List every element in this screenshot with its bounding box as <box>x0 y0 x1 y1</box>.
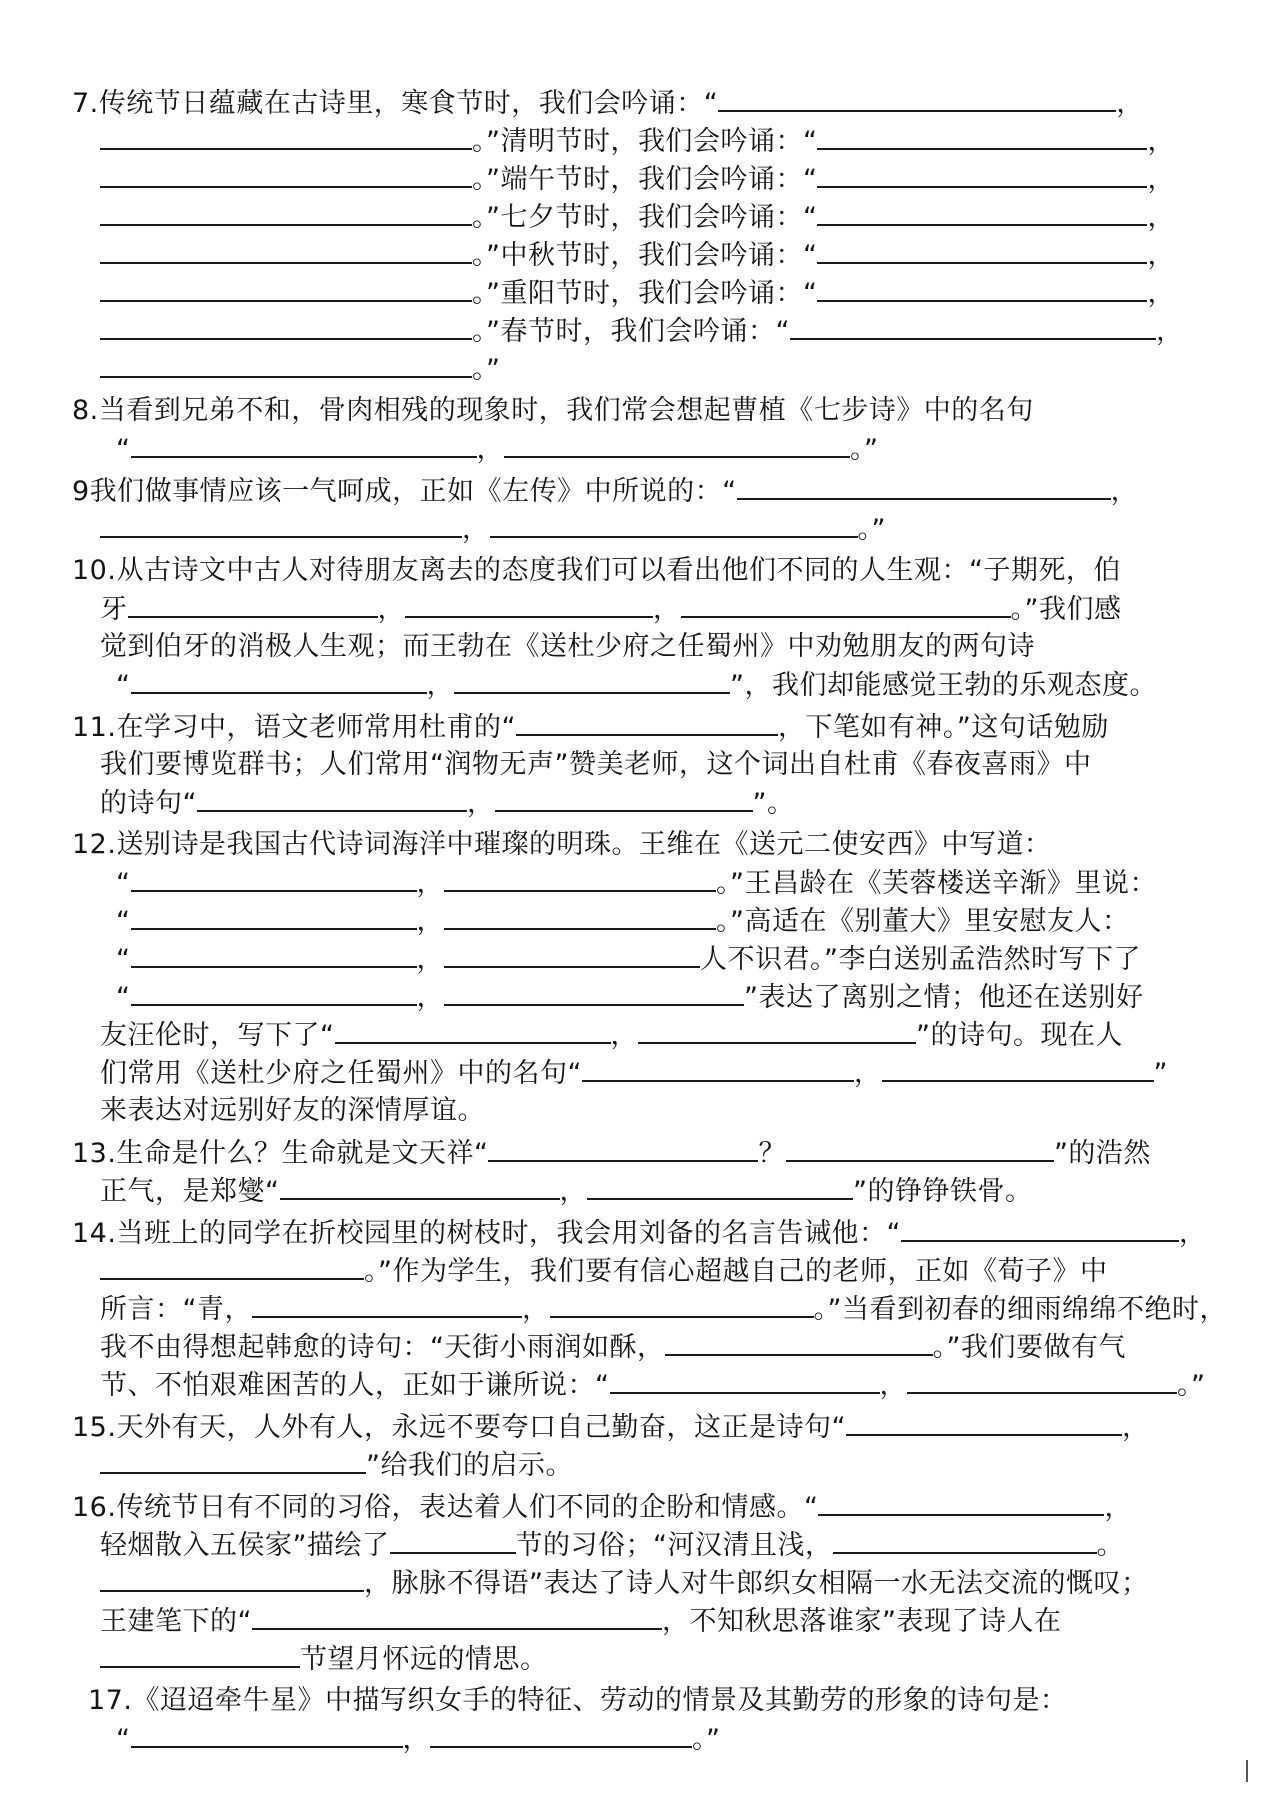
answer-blank[interactable] <box>128 590 378 618</box>
answer-blank[interactable] <box>638 1016 916 1044</box>
answer-blank[interactable] <box>100 1446 366 1474</box>
answer-blank[interactable] <box>817 160 1147 188</box>
answer-blank[interactable] <box>100 274 472 302</box>
question-line <box>72 552 1121 590</box>
question-text: 。”当看到初春的细雨绵绵不绝时， <box>813 1294 1227 1325</box>
answer-blank[interactable] <box>718 84 1116 112</box>
question-text: ” <box>1153 1058 1168 1089</box>
question-text: 王建笔下的“ <box>100 1606 252 1637</box>
answer-blank[interactable] <box>665 1328 933 1356</box>
answer-blank[interactable] <box>587 1172 853 1200</box>
question-line <box>72 84 1144 123</box>
question-line <box>116 978 1144 1017</box>
question-text: ”，我们却能感觉王勃的乐观态度。 <box>730 670 1157 701</box>
question-line <box>116 902 1130 941</box>
question-text: “ <box>116 868 131 899</box>
question-text: ？ <box>758 1138 786 1169</box>
question-line <box>100 1640 548 1679</box>
question-text: 15.天外有天，人外有人，永远不要夸口自己勤奋，这正是诗句“ <box>72 1412 846 1443</box>
answer-blank[interactable] <box>817 198 1147 226</box>
answer-blank[interactable] <box>100 198 472 226</box>
question-line <box>116 864 1157 903</box>
question-line <box>116 430 879 469</box>
question-text: ， <box>467 788 495 819</box>
question-text: 正气，是郑燮“ <box>100 1176 280 1207</box>
question-text: ， <box>416 982 444 1013</box>
question-text: 。” <box>850 434 879 465</box>
question-line <box>72 1214 1206 1253</box>
answer-blank[interactable] <box>197 784 467 812</box>
question-text: ”给我们的启示。 <box>366 1450 573 1481</box>
question-text: ， <box>416 906 444 937</box>
answer-blank[interactable] <box>882 1054 1154 1082</box>
answer-blank[interactable] <box>444 864 716 892</box>
question-line <box>100 1016 1123 1055</box>
question-text: 节望月怀远的情思。 <box>300 1644 548 1675</box>
question-line <box>100 1252 1108 1291</box>
question-text: ，下笔如有神。”这句话勉励 <box>777 712 1109 743</box>
answer-blank[interactable] <box>516 708 778 736</box>
answer-blank[interactable] <box>444 978 744 1006</box>
question-text: 牙 <box>100 594 128 625</box>
answer-blank[interactable] <box>846 1408 1122 1436</box>
question-text: “ <box>116 434 131 465</box>
answer-blank[interactable] <box>100 1564 364 1592</box>
question-text: ”表达了离别之情；他还在送别好 <box>744 982 1144 1013</box>
question-text: ， <box>610 1020 638 1051</box>
question-text: 。” <box>1177 1370 1206 1401</box>
question-text: 。 <box>1096 1530 1124 1561</box>
question-text: 。”清明节时，我们会吟诵：“ <box>472 126 818 157</box>
answer-blank[interactable] <box>100 160 472 188</box>
question-line <box>116 940 1141 979</box>
question-line <box>100 274 1175 313</box>
question-line <box>100 1328 1126 1367</box>
question-text: ， <box>653 594 681 625</box>
question-line <box>100 312 1183 351</box>
question-text: “ <box>116 944 131 975</box>
question-text: 。”我们感 <box>1010 594 1122 625</box>
question-line <box>100 1366 1206 1405</box>
question-line <box>72 826 1051 864</box>
question-text: ， <box>377 594 405 625</box>
question-line <box>100 350 501 389</box>
answer-blank[interactable] <box>100 236 472 264</box>
question-text: 。”春节时，我们会吟诵：“ <box>472 316 790 347</box>
question-text: ， <box>1104 1492 1132 1523</box>
question-text: ，脉脉不得语”表达了诗人对牛郎织女相隔一水无法交流的慨叹； <box>364 1568 1149 1599</box>
answer-blank[interactable] <box>550 1290 814 1318</box>
answer-blank[interactable] <box>335 1016 611 1044</box>
question-text: 友汪伦时，写下了“ <box>100 1020 335 1051</box>
answer-blank[interactable] <box>131 978 417 1006</box>
question-text: ， <box>879 1370 907 1401</box>
answer-blank[interactable] <box>817 274 1147 302</box>
question-text: 。”王昌龄在《芙蓉楼送辛渐》里说： <box>716 868 1157 899</box>
question-line <box>100 1602 1062 1641</box>
question-text: ， <box>522 1294 550 1325</box>
question-line <box>100 1172 1033 1211</box>
question-text: 觉到伯牙的消极人生观；而王勃在《送杜少府之任蜀州》中劝勉朋友的两句诗 <box>100 631 1035 662</box>
question-line <box>100 510 886 549</box>
answer-blank[interactable] <box>131 666 427 694</box>
question-text: ，不知秋思落谁家”表现了诗人在 <box>662 1606 1062 1637</box>
answer-blank[interactable] <box>495 784 753 812</box>
question-text: 轻烟散入五侯家”描绘了 <box>100 1530 390 1561</box>
question-text: ， <box>462 514 490 545</box>
question-line <box>100 1290 1227 1329</box>
question-text: 14.当班上的同学在折校园里的树枝时，我会用刘备的名言告诫他：“ <box>72 1218 901 1249</box>
question-line <box>72 1134 1151 1173</box>
answer-blank[interactable] <box>901 1214 1179 1242</box>
question-text: 人不识君。”李白送别孟浩然时写下了 <box>700 944 1141 975</box>
question-text: ， <box>402 1724 430 1755</box>
question-text: ”的诗句。现在人 <box>916 1020 1123 1051</box>
question-line <box>100 198 1175 237</box>
answer-blank[interactable] <box>100 510 462 538</box>
question-text: 们常用《送杜少府之任蜀州》中的名句“ <box>100 1058 582 1089</box>
question-text: ， <box>1147 164 1175 195</box>
question-text: 。”中秋节时，我们会吟诵：“ <box>472 240 818 271</box>
question-text: 。” <box>472 354 501 385</box>
answer-blank[interactable] <box>131 864 417 892</box>
answer-blank[interactable] <box>490 510 858 538</box>
answer-blank[interactable] <box>444 902 716 930</box>
question-text: 。”高适在《别董大》里安慰友人： <box>716 906 1130 937</box>
question-text: ， <box>1116 88 1144 119</box>
answer-blank[interactable] <box>817 122 1147 150</box>
question-text: “ <box>116 670 131 701</box>
question-text: 来表达对远别好友的深情厚谊。 <box>100 1095 485 1126</box>
question-text: ”的浩然 <box>1053 1138 1151 1169</box>
answer-blank[interactable] <box>131 1720 403 1748</box>
answer-blank[interactable] <box>833 1526 1097 1554</box>
question-text: 13.生命是什么？生命就是文天祥“ <box>72 1138 489 1169</box>
answer-blank[interactable] <box>100 312 472 340</box>
answer-blank[interactable] <box>817 236 1147 264</box>
answer-blank[interactable] <box>818 1488 1104 1516</box>
answer-blank[interactable] <box>100 350 472 378</box>
question-text: ， <box>1155 316 1184 347</box>
question-line <box>116 666 1157 705</box>
answer-blank[interactable] <box>907 1366 1177 1394</box>
question-line <box>100 1092 485 1130</box>
question-text: 。” <box>857 514 886 545</box>
question-text: ， <box>1147 202 1175 233</box>
question-text: 。”我们要做有气 <box>932 1332 1126 1363</box>
question-text: ， <box>416 868 444 899</box>
question-text: “ <box>116 1724 131 1755</box>
answer-blank[interactable] <box>488 1134 758 1162</box>
answer-blank[interactable] <box>430 1720 692 1748</box>
question-line <box>100 590 1122 629</box>
answer-blank[interactable] <box>582 1054 854 1082</box>
question-text: 7.传统节日蕴藏在古诗里，寒食节时，我们会吟诵：“ <box>72 88 719 119</box>
answer-blank[interactable] <box>100 1640 300 1668</box>
question-text: ， <box>1110 476 1139 507</box>
question-text: 。”端午节时，我们会吟诵：“ <box>472 164 818 195</box>
answer-blank[interactable] <box>454 666 730 694</box>
scan-edge-mark <box>1246 1760 1248 1782</box>
answer-blank[interactable] <box>444 940 700 968</box>
answer-blank[interactable] <box>252 1290 522 1318</box>
answer-blank[interactable] <box>131 430 477 458</box>
answer-blank[interactable] <box>252 1602 662 1630</box>
answer-blank[interactable] <box>280 1172 560 1200</box>
question-text: 我不由得想起韩愈的诗句：“天街小雨润如酥， <box>100 1332 665 1363</box>
question-text: 9我们做事情应该一气呵成，正如《左传》中所说的：“ <box>72 476 737 507</box>
question-text: ， <box>1147 126 1175 157</box>
question-text: ”的铮铮铁骨。 <box>853 1176 1033 1207</box>
question-text: ， <box>1147 278 1175 309</box>
question-text: 。”七夕节时，我们会吟诵：“ <box>472 202 818 233</box>
question-line <box>72 1488 1132 1527</box>
question-line <box>100 1526 1124 1565</box>
question-text: 所言：“青， <box>100 1294 252 1325</box>
question-line <box>72 1408 1149 1447</box>
question-text: ， <box>1178 1218 1207 1249</box>
question-line <box>100 784 795 823</box>
question-text: 12.送别诗是我国古代诗词海洋中璀璨的明珠。王维在《送元二使安西》中写道： <box>72 829 1052 860</box>
question-text: “ <box>116 982 131 1013</box>
question-text: 17.《迢迢牵牛星》中描写织女手的特征、劳动的情景及其勤劳的形象的诗句是： <box>88 1685 1068 1716</box>
question-text: ， <box>426 670 454 701</box>
question-line <box>100 628 1035 666</box>
question-text: 的诗句“ <box>100 788 197 819</box>
question-text: 。”重阳节时，我们会吟诵：“ <box>472 278 818 309</box>
question-text: ， <box>1147 240 1175 271</box>
question-text: ， <box>1121 1412 1150 1443</box>
question-line <box>88 1682 1067 1720</box>
question-line <box>100 160 1175 199</box>
answer-blank[interactable] <box>100 122 472 150</box>
question-line <box>100 1564 1149 1603</box>
question-text: ， <box>854 1058 882 1089</box>
answer-blank[interactable] <box>131 940 417 968</box>
question-line <box>100 1446 573 1485</box>
question-line <box>72 708 1109 747</box>
question-text: 节、不怕艰难困苦的人，正如于谦所说：“ <box>100 1370 610 1401</box>
answer-blank[interactable] <box>131 902 417 930</box>
question-text: “ <box>116 906 131 937</box>
question-line <box>72 392 1034 430</box>
answer-blank[interactable] <box>100 1252 364 1280</box>
answer-blank[interactable] <box>610 1366 880 1394</box>
question-text: ， <box>476 434 504 465</box>
answer-blank[interactable] <box>786 1134 1054 1162</box>
question-text: 8.当看到兄弟不和，骨肉相残的现象时，我们常会想起曹植《七步诗》中的名句 <box>72 395 1034 426</box>
answer-blank[interactable] <box>790 312 1156 340</box>
answer-blank[interactable] <box>405 590 653 618</box>
question-line <box>100 236 1175 275</box>
answer-blank[interactable] <box>390 1526 516 1554</box>
question-line <box>72 472 1138 511</box>
question-line <box>100 746 1091 784</box>
question-text: 我们要博览群书；人们常用“润物无声”赞美老师，这个词出自杜甫《春夜喜雨》中 <box>100 749 1092 780</box>
question-text: 10.从古诗文中古人对待朋友离去的态度我们可以看出他们不同的人生观：“子期死，伯 <box>72 555 1121 586</box>
question-text: 11.在学习中，语文老师常用杜甫的“ <box>72 712 516 743</box>
question-text: 。” <box>692 1724 721 1755</box>
question-text: ， <box>416 944 444 975</box>
question-text: ”。 <box>752 788 795 819</box>
question-text: 。”作为学生，我们要有信心超越自己的老师，正如《荀子》中 <box>364 1256 1108 1287</box>
answer-blank[interactable] <box>681 590 1011 618</box>
question-line <box>100 122 1175 161</box>
question-line <box>100 1054 1168 1093</box>
question-text: 16.传统节日有不同的习俗，表达着人们不同的企盼和情感。“ <box>72 1492 819 1523</box>
question-text: 节的习俗；“河汉清且浅， <box>515 1530 833 1561</box>
question-line <box>116 1720 721 1759</box>
question-text: ， <box>559 1176 587 1207</box>
answer-blank[interactable] <box>504 430 850 458</box>
answer-blank[interactable] <box>737 472 1111 500</box>
